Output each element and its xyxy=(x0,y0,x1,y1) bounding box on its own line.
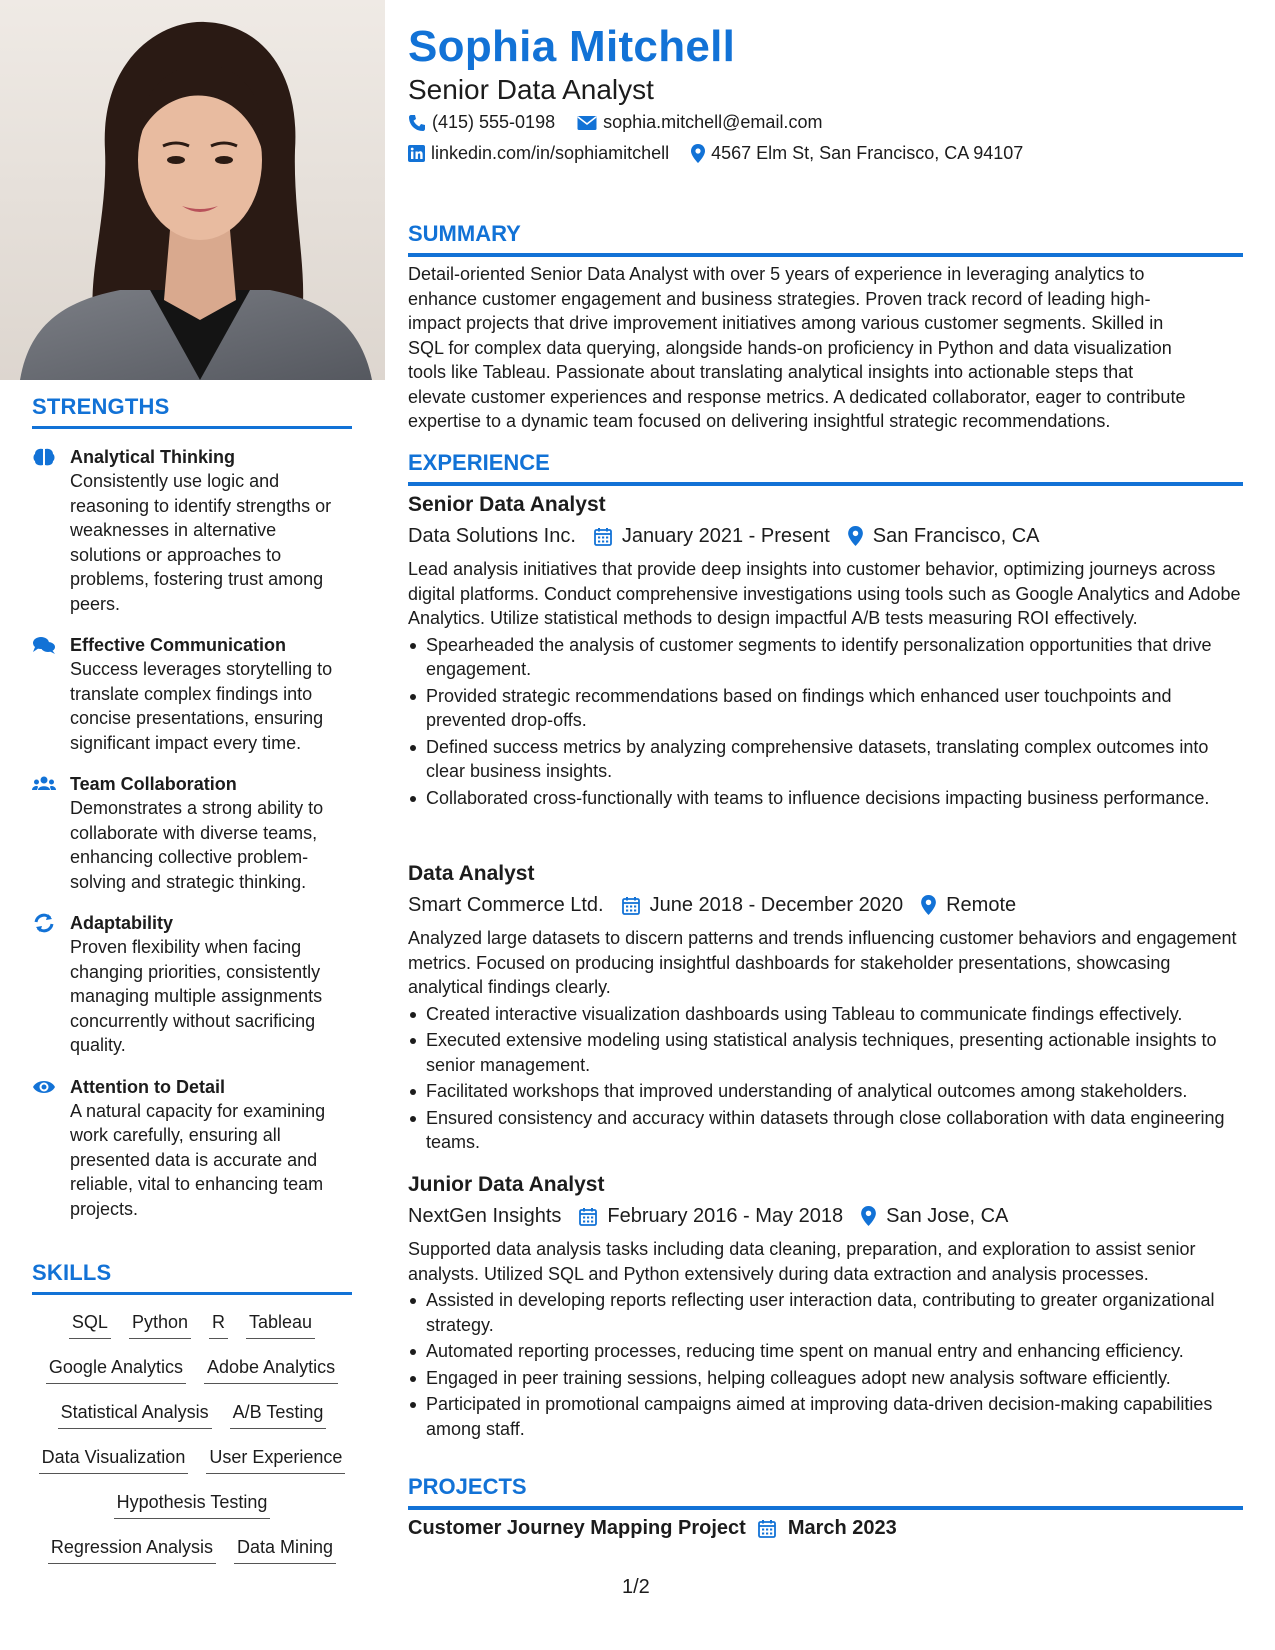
candidate-role: Senior Data Analyst xyxy=(408,74,654,105)
job-description: Supported data analysis tasks including data cleaning, preparation, and exploration to assist senior analysts. Utilized SQL and Python extensively during data extraction and analysis processes. xyxy=(408,1239,1196,1284)
job-meta xyxy=(408,890,1243,920)
skill-tag: Tableau xyxy=(246,1309,315,1339)
strength-description: Demonstrates a strong ability to collaborate with diverse teams, enhancing collective problem-solving and strategic thinking. xyxy=(70,798,324,892)
job-bullet: Collaborated cross-functionally with teams to influence decisions impacting business performance. xyxy=(408,786,1243,811)
job-bullet: Participated in promotional campaigns aimed at improving data-driven decision-making capabilities among staff. xyxy=(408,1392,1243,1441)
portrait-illustration xyxy=(0,0,385,380)
map-marker-icon xyxy=(691,144,705,163)
skill-tag: Statistical Analysis xyxy=(58,1399,212,1429)
projects-divider xyxy=(408,1506,1243,1510)
skills-section xyxy=(32,1260,352,1579)
experience-heading xyxy=(408,450,1243,486)
skill-tag: SQL xyxy=(69,1309,111,1339)
sync-icon xyxy=(32,913,56,933)
strength-title: Attention to Detail xyxy=(70,1076,225,1097)
job-title: Data Analyst xyxy=(408,862,535,885)
strength-item-attention-to-detail xyxy=(32,1075,352,1222)
company-text: NextGen Insights xyxy=(408,1205,562,1227)
strength-title: Adaptability xyxy=(70,913,174,933)
job-bullet: Engaged in peer training sessions, helping colleagues adopt new analysis software efficiently. xyxy=(408,1366,1243,1391)
job-dates xyxy=(579,1201,843,1231)
strengths-divider xyxy=(32,426,352,429)
phone-text: (415) 555-0198 xyxy=(432,112,556,132)
job-company xyxy=(408,890,604,920)
job-bullet: Provided strategic recommendations based on findings which enhanced user touchpoints and prevented drop-offs. xyxy=(408,684,1243,733)
skill-tag: Regression Analysis xyxy=(48,1534,216,1564)
job-bullet: Defined success metrics by analyzing comprehensive datasets, translating complex outcomes into clear business insights. xyxy=(408,735,1243,784)
dates-text: February 2016 - May 2018 xyxy=(607,1205,844,1227)
linkedin-text: linkedin.com/in/sophiamitchell xyxy=(431,143,670,163)
skills-row xyxy=(48,1534,336,1579)
skills-row xyxy=(46,1354,338,1399)
skills-row xyxy=(114,1489,271,1534)
strength-item-analytical-thinking xyxy=(32,445,352,616)
calendar-icon xyxy=(579,1207,597,1226)
job-company xyxy=(408,521,576,551)
job-bullets xyxy=(408,1288,1243,1441)
job-entry-senior-data-analyst xyxy=(408,491,1243,812)
map-marker-icon xyxy=(848,526,863,546)
contact-row-2 xyxy=(408,143,1023,164)
skill-tag: User Experience xyxy=(206,1444,345,1474)
strength-title: Team Collaboration xyxy=(70,774,237,794)
strength-item-adaptability xyxy=(32,911,352,1058)
job-bullet: Automated reporting processes, reducing time spent on manual entry and enhancing efficiency. xyxy=(408,1339,1243,1364)
job-entry-junior-data-analyst xyxy=(408,1171,1243,1443)
summary-line: impact projects that drive improvement initiatives among various customer segments. Skilled in xyxy=(408,313,1164,333)
job-dates xyxy=(622,890,904,920)
skills-title: SKILLS xyxy=(32,1260,112,1285)
summary-line: tools like Tableau. Passionate about translating analytical insights into actionable steps that xyxy=(408,362,1134,382)
job-bullet: Ensured consistency and accuracy within datasets through close collaboration with data engineering teams. xyxy=(408,1106,1243,1155)
skill-tag: A/B Testing xyxy=(230,1399,327,1429)
skill-tag: Adobe Analytics xyxy=(204,1354,338,1384)
location-text: San Francisco, CA xyxy=(872,525,1040,547)
job-title: Junior Data Analyst xyxy=(408,1173,605,1196)
summary-line: Detail-oriented Senior Data Analyst with over 5 years of experience in leveraging analytics to xyxy=(408,264,1145,284)
job-bullet: Facilitated workshops that improved understanding of analytical outcomes among stakeholders. xyxy=(408,1079,1243,1104)
summary-line: SQL for complex data querying, alongside hands-on proficiency in Python and data visualization xyxy=(408,337,1172,358)
calendar-icon xyxy=(622,896,640,915)
calendar-icon xyxy=(594,527,612,546)
address-contact xyxy=(691,143,1023,164)
summary-text xyxy=(408,262,1243,434)
skills-divider xyxy=(32,1292,352,1295)
location-text: San Jose, CA xyxy=(886,1205,1009,1227)
project-date: March 2023 xyxy=(787,1517,897,1539)
job-meta xyxy=(408,521,1243,551)
summary-line: expertise to a dynamic team focused on delivering insightful strategic recommendations. xyxy=(408,411,1111,431)
skill-tag: Google Analytics xyxy=(46,1354,186,1384)
skills-row xyxy=(39,1444,346,1489)
users-icon xyxy=(32,774,56,794)
job-dates xyxy=(594,521,830,551)
brain-icon xyxy=(32,447,56,467)
summary-title: SUMMARY xyxy=(408,221,521,246)
strength-item-effective-communication xyxy=(32,633,352,755)
job-description: Lead analysis initiatives that provide deep insights into customer behavior, optimizing journeys across digital platforms. Conduct comprehensive investigations using tools such as Google Analytics and Adobe Analytics. Utilize statistical methods to design impactful A/B tests measuring ROI effectively. xyxy=(408,559,1241,628)
strength-item-team-collaboration xyxy=(32,772,352,894)
project-entry xyxy=(408,1517,897,1540)
skill-tag: Python xyxy=(129,1309,191,1339)
skill-tag: Data Visualization xyxy=(39,1444,189,1474)
summary-line: enhance customer engagement and business strategies. Proven track record of leading high- xyxy=(408,288,1151,309)
linkedin-contact[interactable] xyxy=(408,143,669,164)
location-text: Remote xyxy=(946,894,1017,916)
strengths-section xyxy=(32,394,352,1238)
job-bullets xyxy=(408,1002,1243,1155)
linkedin-icon xyxy=(408,145,425,162)
map-marker-icon xyxy=(861,1206,876,1226)
strength-title: Effective Communication xyxy=(70,635,287,655)
job-title: Senior Data Analyst xyxy=(408,493,606,516)
calendar-icon xyxy=(758,1519,776,1538)
job-bullets xyxy=(408,633,1243,811)
job-company xyxy=(408,1201,561,1231)
job-bullet: Assisted in developing reports reflecting user interaction data, contributing to greater organizational strategy. xyxy=(408,1288,1243,1337)
candidate-name: Sophia Mitchell xyxy=(408,22,736,71)
left-column xyxy=(0,0,385,1650)
job-bullet: Created interactive visualization dashboards using Tableau to communicate findings effectively. xyxy=(408,1002,1243,1027)
dates-text: June 2018 - December 2020 xyxy=(649,894,904,916)
comments-icon xyxy=(32,635,56,655)
job-location xyxy=(861,1201,1008,1231)
contact-row-1 xyxy=(408,112,822,133)
job-entry-data-analyst xyxy=(408,860,1243,1157)
eye-icon xyxy=(32,1077,56,1097)
strength-title: Analytical Thinking xyxy=(70,447,236,467)
job-bullet: Spearheaded the analysis of customer segments to identify personalization opportunities that drive engagement. xyxy=(408,633,1243,682)
summary-line: elevate customer experiences and response metrics. A dedicated collaborator, eager to contribute xyxy=(408,386,1186,407)
skill-tag: Data Mining xyxy=(234,1534,336,1564)
summary-heading xyxy=(408,221,1243,257)
strength-description: A natural capacity for examining work carefully, ensuring all presented data is accurate and reliable, vital to enhancing team projects. xyxy=(70,1100,326,1219)
strengths-title: STRENGTHS xyxy=(32,394,170,419)
company-text: Smart Commerce Ltd. xyxy=(408,894,604,916)
job-bullet: Executed extensive modeling using statistical analysis techniques, presenting actionable insights to senior management. xyxy=(408,1028,1243,1077)
email-contact[interactable] xyxy=(577,112,822,133)
strength-description: Consistently use logic and reasoning to identify strengths or weaknesses in alternative solutions or approaches to problems, fostering trust among peers. xyxy=(70,471,332,614)
skill-tag: R xyxy=(209,1309,228,1339)
strength-description: Proven flexibility when facing changing priorities, consistently managing multiple assignments concurrently without sacrificing quality. xyxy=(70,937,323,1055)
map-marker-icon xyxy=(921,895,936,915)
envelope-icon xyxy=(577,115,597,131)
skills-list xyxy=(32,1309,352,1579)
job-location xyxy=(848,521,1040,551)
experience-title: EXPERIENCE xyxy=(408,450,550,475)
job-meta xyxy=(408,1201,1243,1231)
address-text: 4567 Elm St, San Francisco, CA 94107 xyxy=(711,143,1024,163)
company-text: Data Solutions Inc. xyxy=(408,525,576,547)
skill-tag: Hypothesis Testing xyxy=(114,1489,271,1519)
strengths-list xyxy=(32,445,352,1221)
project-name: Customer Journey Mapping Project xyxy=(408,1517,746,1539)
summary-divider xyxy=(408,253,1243,257)
email-text: sophia.mitchell@email.com xyxy=(603,112,823,132)
skills-row xyxy=(58,1399,327,1444)
dates-text: January 2021 - Present xyxy=(621,525,830,547)
projects-title: PROJECTS xyxy=(408,1474,527,1499)
projects-heading xyxy=(408,1474,1243,1510)
phone-icon xyxy=(408,114,426,132)
phone-contact[interactable] xyxy=(408,112,555,133)
skills-row xyxy=(69,1309,315,1354)
job-description: Analyzed large datasets to discern patterns and trends influencing customer behaviors and engagement metrics. Focused on producing insightful dashboards for stakeholder presentations, showcasing analytical findings clearly. xyxy=(408,928,1237,997)
experience-divider xyxy=(408,482,1243,486)
job-location xyxy=(921,890,1016,920)
strength-description: Success leverages storytelling to translate complex findings into concise presentations, ensuring significant impact every time. xyxy=(70,659,333,753)
profile-photo xyxy=(0,0,385,380)
page-number: 1/2 xyxy=(622,1576,650,1598)
